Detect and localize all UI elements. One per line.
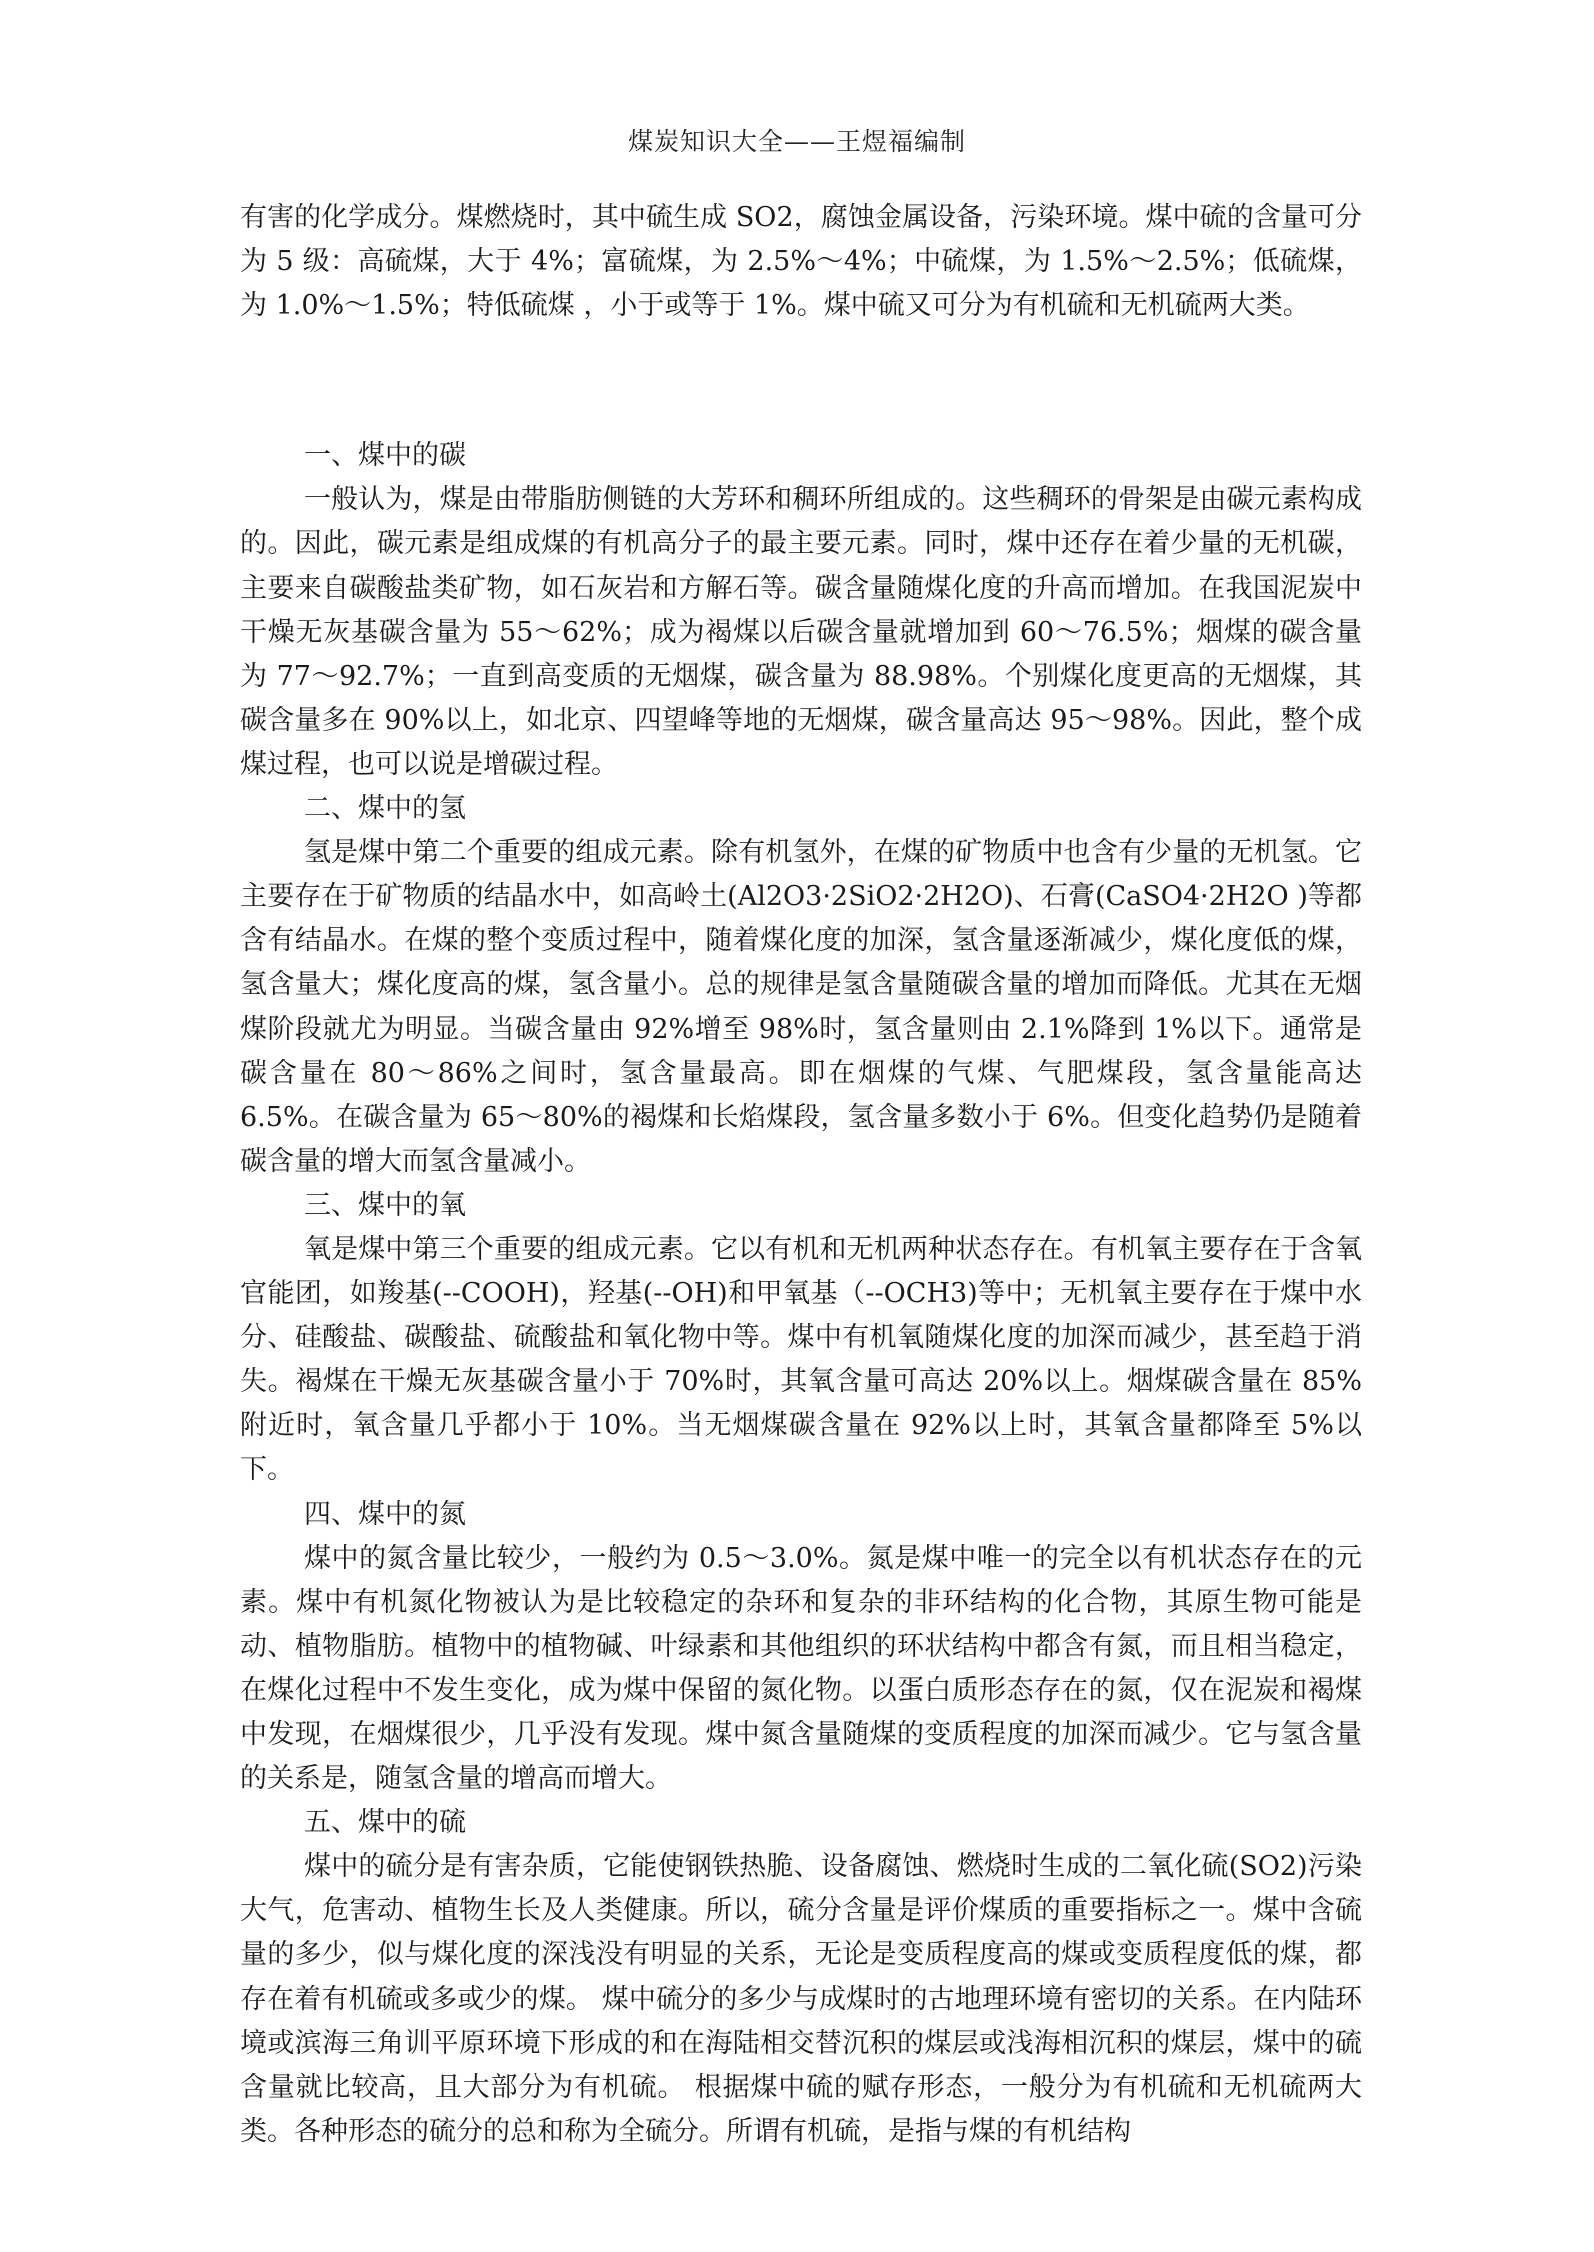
section-paragraph-carbon: 一般认为，煤是由带脂肪侧链的大芳环和稠环所组成的。这些稠环的骨架是由碳元素构成的。因此，碳元素是组成煤的有机高分子的最主要元素。同时，煤中还存在着少量的无机碳，主要来自碳酸盐类矿物，如石灰岩和方解石等。碳含量随煤化度的升高而增加。在我国泥炭中干燥无灰基碳含量为 55～62%；成为褐煤以后碳含量就增加到 60～76.5%；烟煤的碳含量为 77～92.7%；一直到高变质的无烟煤，碳含量为 88.98%。个别煤化度更高的无烟煤，其碳含量多在 90%以上，如北京、四望峰等地的无烟煤，碳含量高达 95～98%。因此，整个成煤过程，也可以说是增碳过程。 — [240, 484, 1362, 780]
section-heading-nitrogen: 四、煤中的氮 — [304, 1498, 466, 1530]
section-gap — [240, 328, 1362, 434]
intro-paragraph: 有害的化学成分。煤燃烧时，其中硫生成 SO2，腐蚀金属设备，污染环境。煤中硫的含量可分为 5 级：高硫煤，大于 4%；富硫煤，为 2.5%～4%；中硫煤，为 1.5%～2.5%；低硫煤，为 1.0%～1.5%；特低硫煤 ，小于或等于 1%。煤中硫又可分为有机硫和无机硫两大类。 — [240, 202, 1362, 322]
section-paragraph-nitrogen: 煤中的氮含量比较少，一般约为 0.5～3.0%。氮是煤中唯一的完全以有机状态存在的元素。煤中有机氮化物被认为是比较稳定的杂环和复杂的非环结构的化合物，其原生物可能是动、植物脂肪。植物中的植物碱、叶绿素和其他组织的环状结构中都含有氮，而且相当稳定，在煤化过程中不发生变化，成为煤中保留的氮化物。以蛋白质形态存在的氮，仅在泥炭和褐煤中发现，在烟煤很少，几乎没有发现。煤中氮含量随煤的变质程度的加深而减少。它与氢含量的关系是，随氢含量的增高而增大。 — [240, 1542, 1362, 1795]
page-header: 煤炭知识大全——王煜福编制 — [627, 127, 966, 156]
section-heading-hydrogen: 二、煤中的氢 — [304, 793, 466, 825]
section-paragraph-sulfur: 煤中的硫分是有害杂质，它能使钢铁热脆、设备腐蚀、燃烧时生成的二氧化硫(SO2)污染大气，危害动、植物生长及人类健康。所以，硫分含量是评价煤质的重要指标之一。煤中含硫量的多少，似与煤化度的深浅没有明显的关系，无论是变质程度高的煤或变质程度低的煤，都存在着有机硫或多或少的煤。 煤中硫分的多少与成煤时的古地理环境有密切的关系。在内陆环境或滨海三角训平原环境下形成的和在海陆相交替沉积的煤层或浅海相沉积的煤层，煤中的硫含量就比较高，且大部分为有机硫。 根据煤中硫的赋存形态，一般分为有机硫和无机硫两大类。各种形态的硫分的总和称为全硫分。所谓有机硫，是指与煤的有机结构 — [240, 1851, 1362, 2147]
section-heading-sulfur: 五、煤中的硫 — [304, 1807, 466, 1839]
section-heading-carbon: 一、煤中的碳 — [304, 440, 466, 472]
section-heading-oxygen: 三、煤中的氧 — [304, 1189, 466, 1221]
section-paragraph-oxygen: 氧是煤中第三个重要的组成元素。它以有机和无机两种状态存在。有机氧主要存在于含氧官能团，如羧基(--COOH)，羟基(--OH)和甲氧基（--OCH3)等中；无机氧主要存在于煤中水分、硅酸盐、碳酸盐、硫酸盐和氧化物中等。煤中有机氧随煤化度的加深而减少，甚至趋于消失。褐煤在干燥无灰基碳含量小于 70%时，其氧含量可高达 20%以上。烟煤碳含量在 85%附近时，氧含量几乎都小于 10%。当无烟煤碳含量在 92%以上时，其氧含量都降至 5%以下。 — [240, 1233, 1362, 1486]
document-body — [240, 196, 1362, 2154]
section-paragraph-hydrogen: 氢是煤中第二个重要的组成元素。除有机氢外，在煤的矿物质中也含有少量的无机氢。它主要存在于矿物质的结晶水中，如高岭土(Al2O3·2SiO2·2H2O)、石膏(CaSO4·2H2O )等都含有结晶水。在煤的整个变质过程中，随着煤化度的加深，氢含量逐渐减少，煤化度低的煤，氢含量大；煤化度高的煤，氢含量小。总的规律是氢含量随碳含量的增加而降低。尤其在无烟煤阶段就尤为明显。当碳含量由 92%增至 98%时，氢含量则由 2.1%降到 1%以下。通常是碳含量在 80～86%之间时，氢含量最高。即在烟煤的气煤、气肥煤段，氢含量能高达 6.5%。在碳含量为 65～80%的褐煤和长焰煤段，氢含量多数小于 6%。但变化趋势仍是随着碳含量的增大而氢含量减小。 — [240, 837, 1362, 1177]
